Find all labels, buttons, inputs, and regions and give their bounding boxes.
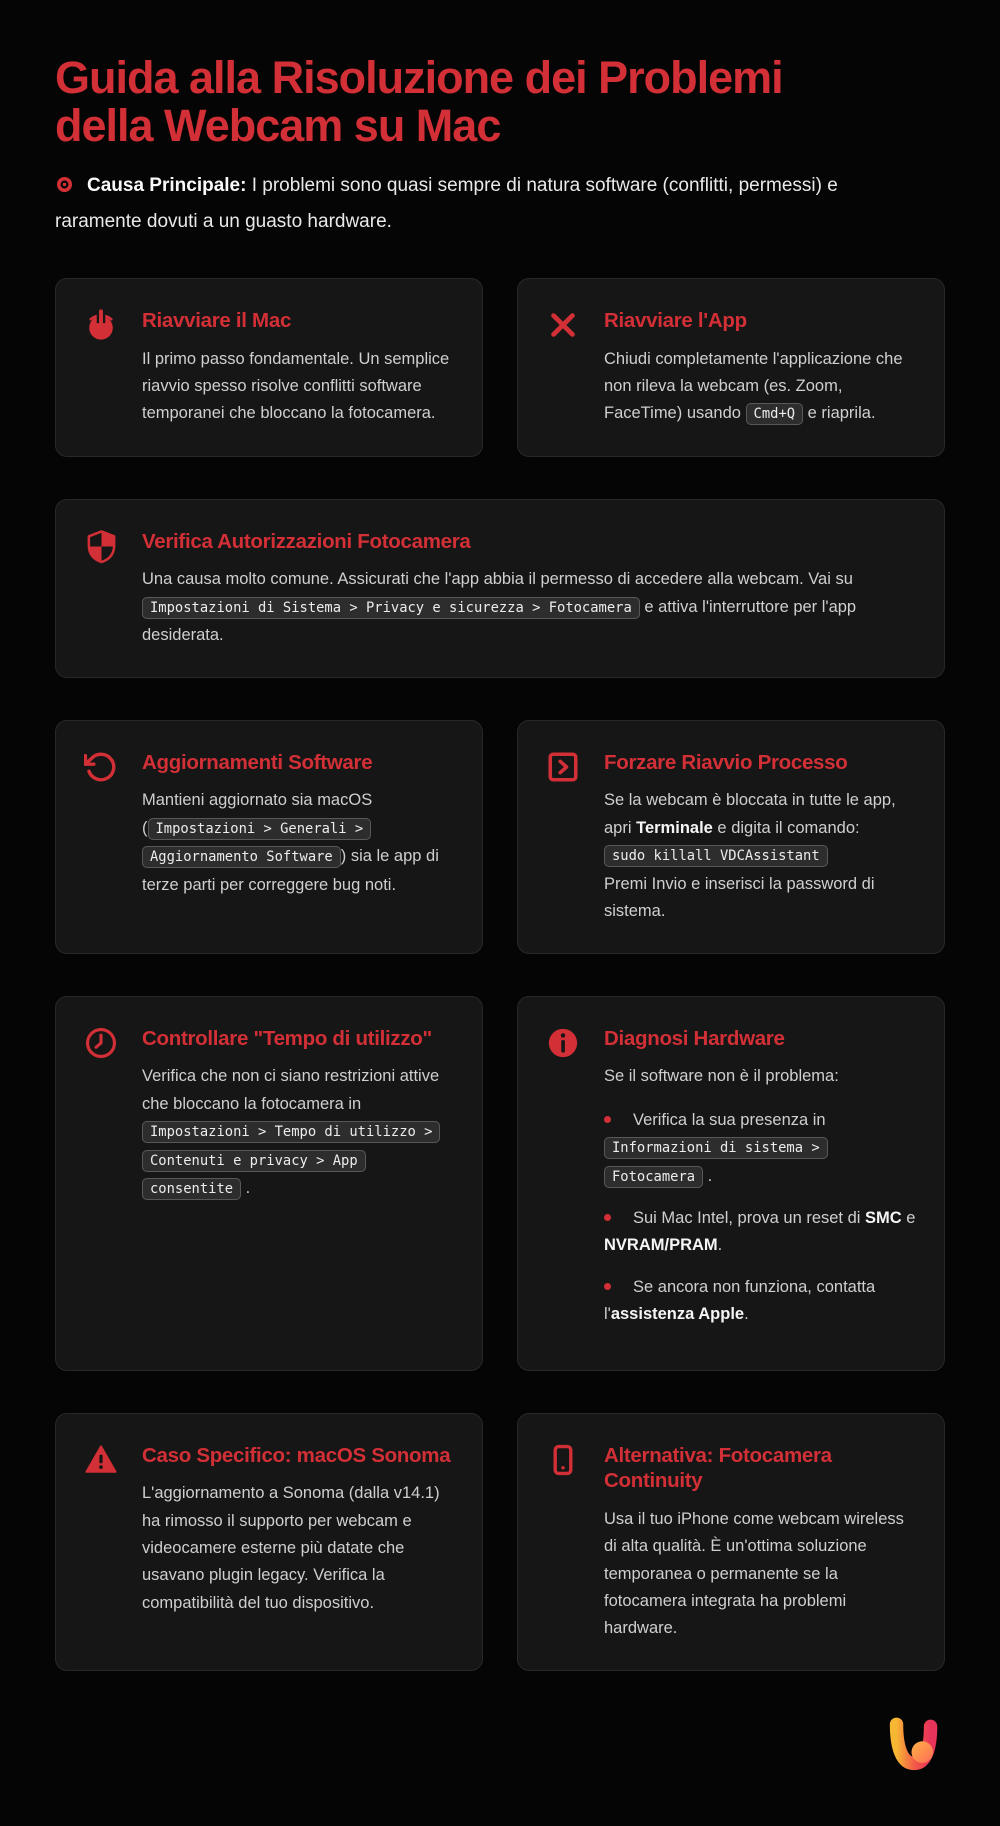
- text: Se la webcam è bloccata in tutte le app, apri: [604, 791, 896, 837]
- card-body: [604, 1506, 916, 1643]
- card-title: Controllare "Tempo di utilizzo": [142, 1026, 432, 1050]
- info-card: [55, 499, 945, 678]
- info-card: [55, 278, 483, 457]
- cards-grid: [55, 278, 945, 1671]
- text: ) sia le app di terze parti per correggere bug noti.: [142, 847, 439, 894]
- intro-text: I problemi sono quasi sempre di natura software (conflitti, permessi) e raramente dovuti a un guasto hardware.: [55, 175, 838, 232]
- text: e attiva l'interruttore per l'app desiderata.: [142, 597, 857, 645]
- info-card: [517, 720, 945, 954]
- card-content: [604, 306, 916, 429]
- shield-icon: [84, 527, 120, 650]
- bullet-item: [604, 1107, 916, 1192]
- card-title: Forzare Riavvio Processo: [604, 750, 848, 774]
- info-card: [517, 996, 945, 1371]
- info-card: [517, 1413, 945, 1671]
- clock-icon: [84, 1024, 120, 1343]
- text: Se il software non è il problema:: [604, 1067, 839, 1086]
- text: .: [744, 1305, 749, 1324]
- text: L'aggiornamento a Sonoma (dalla v14.1) ha rimosso il supporto per webcam e videocamere esterne più datate che usavano plugin legacy. Verifica la compatibilità del tuo dispositivo.: [142, 1484, 440, 1612]
- card-title: Diagnosi Hardware: [604, 1026, 785, 1050]
- card-content: [142, 1024, 454, 1343]
- card-body: [604, 787, 916, 925]
- card-body: [142, 1063, 454, 1204]
- footer: [55, 1715, 945, 1786]
- info-icon: [546, 1024, 582, 1343]
- warning-icon: [84, 1441, 120, 1643]
- card-content: [604, 1024, 916, 1343]
- card-content: [604, 748, 916, 926]
- card-body: [604, 346, 916, 429]
- code-chip: Cmd+Q: [746, 403, 804, 425]
- card-content: [142, 306, 454, 429]
- text: Verifica che non ci siano restrizioni attive che bloccano la fotocamera in: [142, 1067, 440, 1113]
- info-card: [55, 720, 483, 954]
- text: .: [717, 1236, 723, 1255]
- text: e riaprila.: [803, 404, 876, 423]
- text: Usa il tuo iPhone come webcam wireless di alta qualità. È un'ottima soluzione temporanea o permanente se la fotocamera integrata ha problemi hardware.: [604, 1509, 904, 1638]
- smartphone-icon: [546, 1441, 582, 1643]
- text: Verifica la sua presenza in: [633, 1110, 826, 1129]
- card-title: Riavviare l'App: [604, 308, 747, 332]
- intro: [55, 170, 925, 238]
- text: e digita il comando:: [712, 818, 860, 837]
- info-card: [55, 1413, 483, 1671]
- close-icon: [546, 306, 582, 429]
- intro-label: Causa Principale:: [87, 175, 247, 197]
- text: Sui Mac Intel, prova un reset di: [633, 1209, 866, 1228]
- card-body: [142, 1480, 454, 1617]
- page-title: Guida alla Risoluzione dei Problemi della Webcam su Mac: [55, 52, 783, 152]
- text: Una causa molto comune. Assicurati che l'app abbia il permesso di accedere alla webcam. Vai su: [142, 570, 853, 589]
- code-chip: Impostazioni > Tempo di utilizzo > Contenuti e privacy > App consentite: [142, 1121, 440, 1200]
- text: Mantieni aggiornato sia macOS (: [142, 791, 373, 837]
- bullet-item: [604, 1205, 916, 1260]
- bold-text: assistenza Apple: [610, 1305, 745, 1324]
- bullet-list: [604, 1107, 916, 1329]
- target-icon: [55, 173, 74, 205]
- text: Se ancora non funziona, contatta l': [604, 1277, 876, 1324]
- text: Il primo passo fondamentale. Un semplice riavvio spesso risolve conflitti software temporanei che bloccano la fotocamera.: [142, 349, 450, 423]
- card-title: Riavviare il Mac: [142, 308, 292, 332]
- text: e: [901, 1209, 916, 1228]
- bullet-dot-icon: [604, 1274, 633, 1301]
- text: .: [703, 1166, 713, 1185]
- card-body: [142, 566, 916, 649]
- logo-u-icon: [879, 1715, 945, 1786]
- card-title: Alternativa: Fotocamera Continuity: [604, 1443, 832, 1493]
- text: Premi Invio e inserisci la password di sistema.: [604, 874, 875, 921]
- chevron-right-square-icon: [546, 748, 582, 926]
- card-title: Aggiornamenti Software: [142, 750, 373, 774]
- code-chip: Impostazioni di Sistema > Privacy e sicurezza > Fotocamera: [142, 597, 640, 619]
- code-chip: Impostazioni > Generali > Aggiornamento Software: [142, 818, 371, 869]
- text: Chiudi completamente l'applicazione che non rileva la webcam (es. Zoom, FaceTime) usando: [604, 349, 903, 423]
- bullet-dot-icon: [604, 1205, 633, 1232]
- card-body: [142, 787, 454, 899]
- card-content: [142, 527, 916, 650]
- bold-text: SMC: [865, 1209, 902, 1228]
- card-title: Caso Specifico: macOS Sonoma: [142, 1443, 451, 1467]
- code-chip: sudo killall VDCAssistant: [604, 845, 828, 867]
- card-title: Verifica Autorizzazioni Fotocamera: [142, 529, 471, 553]
- bullet-item: [604, 1274, 916, 1329]
- code-chip: Informazioni di sistema > Fotocamera: [604, 1137, 828, 1188]
- bold-text: Terminale: [636, 818, 713, 837]
- card-content: [142, 748, 454, 926]
- bullet-dot-icon: [604, 1107, 633, 1134]
- card-body: [142, 346, 454, 428]
- info-card: [55, 996, 483, 1371]
- power-icon: [84, 306, 120, 429]
- text: .: [241, 1179, 251, 1198]
- card-content: [142, 1441, 454, 1643]
- card-content: [604, 1441, 916, 1643]
- card-body: [604, 1063, 916, 1090]
- rotate-ccw-icon: [84, 748, 120, 926]
- info-card: [517, 278, 945, 457]
- bold-text: NVRAM/PRAM: [604, 1236, 718, 1255]
